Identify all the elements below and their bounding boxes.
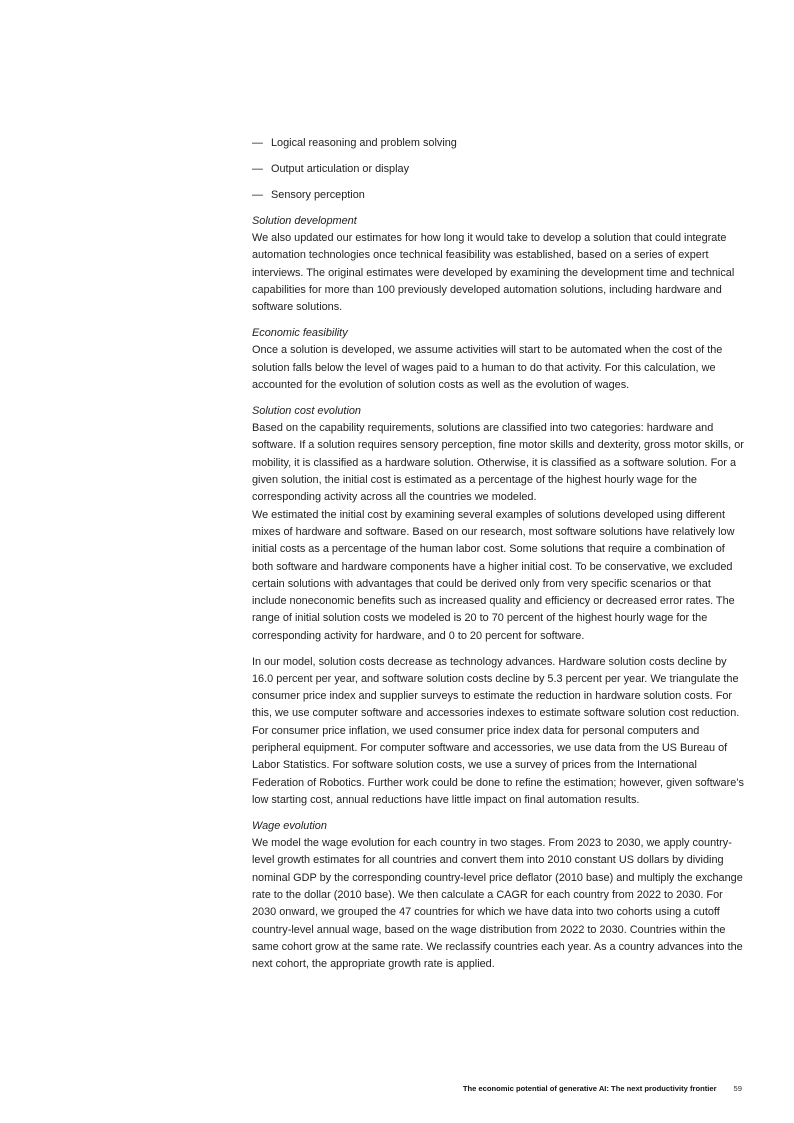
bullet-text: Sensory perception xyxy=(271,188,365,201)
page-body xyxy=(252,135,744,982)
section-wage-evolution xyxy=(252,818,744,974)
section-economic-feasibility xyxy=(252,325,744,394)
dash-marker: — xyxy=(252,188,263,201)
footer-title: The economic potential of generative AI: The next productivity frontier xyxy=(462,1084,717,1093)
section-solution-development xyxy=(252,213,744,317)
paragraph: We estimated the initial cost by examining several examples of solutions developed using different mixes of hardware and software. Based on our research, most software solutions have relatively low initial costs as a percentage of the human labor cost. Some solutions that require a combination of both software and hardware components have a higher initial cost. To be conservative, we excluded certain solutions with advantages that could be derived only from very specific scenarios or that include noneconomic benefits such as increased quality and efficiency or decreased error rates. The range of initial solution costs we modeled is 20 to 70 percent of the highest hourly wage for the corresponding activity for hardware, and 0 to 20 percent for software. xyxy=(252,508,735,642)
bullet-item xyxy=(252,161,744,178)
bullet-text: Logical reasoning and problem solving xyxy=(271,137,457,149)
section-heading: Solution cost evolution xyxy=(252,404,361,417)
section-heading: Wage evolution xyxy=(252,819,327,832)
paragraph: We model the wage evolution for each country in two stages. From 2023 to 2030, we apply country-level growth estimates for all countries and convert them into 2010 constant US dollars by dividing nominal GDP by the corresponding country-level price deflator (2010 base) and multiply the exchange rate to the dollar (2010 base). We then calculate a CAGR for each country from 2022 to 2030. For 2030 onward, we grouped the 47 countries for which we have data into two cohorts using a cutoff country-level annual wage, based on the wage distribution from 2022 to 2030. Countries within the same cohort grow at the same rate. We reclassify countries each year. As a country advances into the next cohort, the appropriate growth rate is applied. xyxy=(252,837,743,971)
paragraph: We also updated our estimates for how long it would take to develop a solution that could integrate automation technologies once technical feasibility was established, based on a series of expert interviews. The original estimates were developed by examining the development time and technical capabilities for more than 100 previously developed automation solutions, including hardware and software solutions. xyxy=(252,231,735,314)
paragraph: Once a solution is developed, we assume activities will start to be automated when the cost of the solution falls below the level of wages paid to a human to do that activity. For this calculation, we accounted for the evolution of solution costs as well as the evolution of wages. xyxy=(252,344,723,391)
bullet-item xyxy=(252,187,744,204)
bullet-text: Output articulation or display xyxy=(271,162,410,175)
bullet-item xyxy=(252,135,744,152)
paragraph: Based on the capability requirements, solutions are classified into two categories: hardware and software. If a solution requires sensory perception, fine motor skills and dexterity, gross motor skills, or mobility, it is classified as a hardware solution. Otherwise, it is classified as a software solution. For a given solution, the initial cost is estimated as a percentage of the highest hourly wage for the corresponding activity across all the countries we modeled. xyxy=(252,422,744,504)
section-heading: Solution development xyxy=(252,214,357,227)
paragraph: In our model, solution costs decrease as technology advances. Hardware solution costs decline by 16.0 percent per year, and software solution costs decline by 5.3 percent per year. We triangulate the consumer price index and supplier surveys to estimate the reduction in hardware solution costs. For this, we use computer software and accessories indexes to estimate software solution cost reduction. For consumer price inflation, we used consumer price index data for personal computers and peripheral equipment. For computer software and accessories, we use data from the US Bureau of Labor Statistics. For software solution costs, we use a survey of prices from the International Federation of Robotics. Further work could be done to refine the estimation; however, given software’s low starting cost, annual reductions have little impact on final automation results. xyxy=(252,655,744,806)
page-footer xyxy=(463,1084,742,1093)
dash-marker: — xyxy=(252,162,263,175)
section-solution-cost-evolution xyxy=(252,403,744,809)
section-heading: Economic feasibility xyxy=(252,327,348,340)
page-number: 59 xyxy=(733,1084,742,1093)
dash-marker: — xyxy=(252,137,263,149)
